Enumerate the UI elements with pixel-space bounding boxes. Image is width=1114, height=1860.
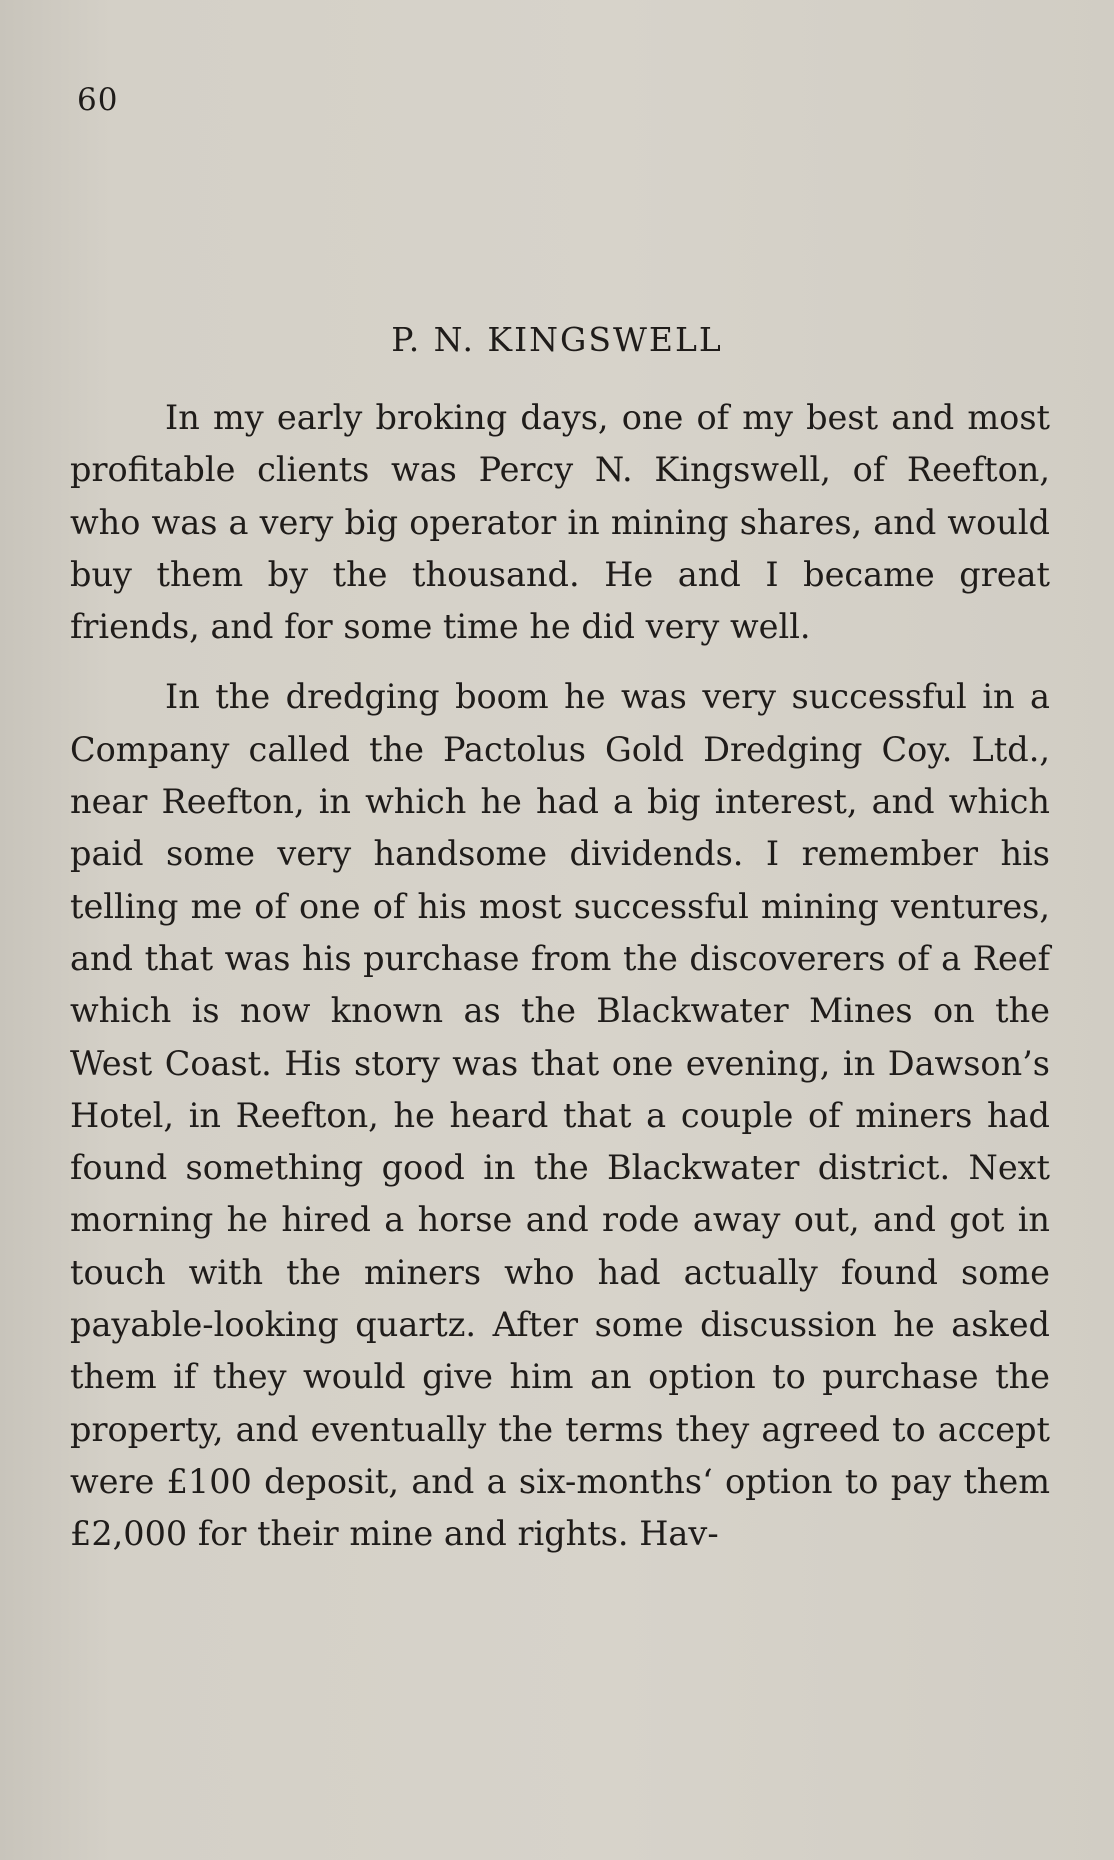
page-number: 60 [77,82,119,118]
chapter-title: P. N. KINGSWELL [391,320,723,359]
paragraph-2: In the dredging boom he was very successful in a Company called the Pactolus Gold Dredging Coy. Ltd., near Reefton, in which he had a big interest, and which paid some very handsome dividends. I remember his telling me of one of his most successful mining ventures, and that was his purchase from the discoverers of a Reef which is now known as the Blackwater Mines on the West Coast. His story was that one evening, in Dawson’s Hotel, in Reefton, he heard that a couple of miners had found something good in the Blackwater district. Next morning he hired a horse and rode away out, and got in touch with the miners who had actually found some payable-looking quartz. After some discussion he asked them if they would give him an option to purchase the property, and eventually the terms they agreed to accept were £100 deposit, and a six-months‘ option to pay them £2,000 for their mine and rights. Hav- [70,677,1050,1554]
body-text [70,392,1050,1561]
paragraph-1: In my early broking days, one of my best and most profitable clients was Percy N. Kingswell, of Reefton, who was a very big operator in mining shares, and would buy them by the thousand. He and I became great friends, and for some time he did very well. [70,398,1050,647]
